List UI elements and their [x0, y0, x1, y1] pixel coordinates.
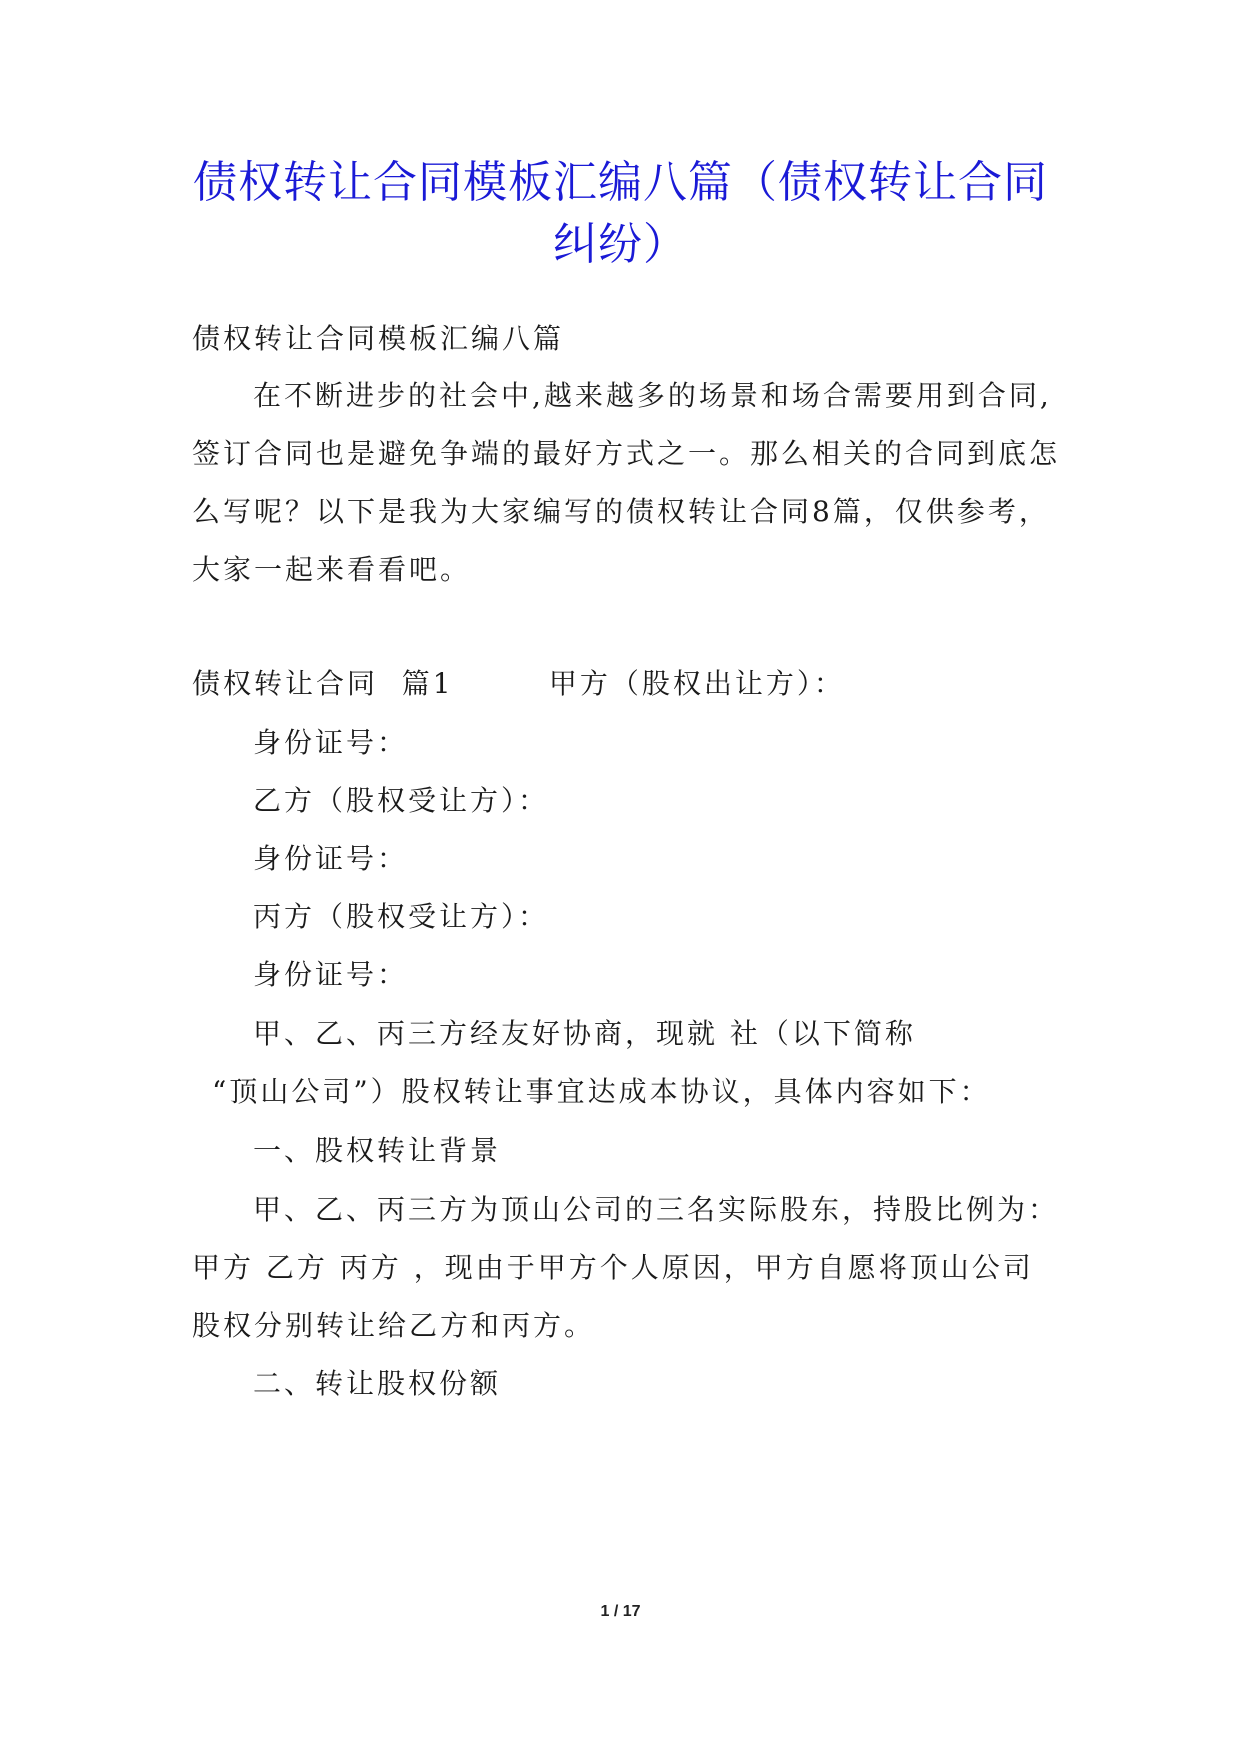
clause-1-line-3: 股权分别转让给乙方和丙方。 — [192, 1309, 596, 1342]
clause-1-line-2: 甲方 乙方 丙方 ，现由于甲方个人原因，甲方自愿将顶山公司 — [192, 1251, 1034, 1284]
clause-2-heading: 二、转让股权份额 — [253, 1367, 502, 1400]
field-party-c: 丙方（股权受让方）： — [253, 900, 550, 933]
page-number: 1 / 17 — [600, 1603, 641, 1620]
agreement-line-1: 甲、乙、丙三方经友好协商，现就 社（以下简称 — [253, 1017, 916, 1050]
intro-line-4: 大家一起来看看吧。 — [192, 553, 472, 586]
intro-line-3: 么写呢？以下是我为大家编写的债权转让合同8篇，仅供参考， — [192, 495, 1050, 528]
document-title — [150, 152, 1091, 276]
intro-line-1: 在不断进步的社会中,越来越多的场景和场合需要用到合同, — [253, 379, 1052, 412]
agreement-line-2: “顶山公司”）股权转让事宜达成本协议，具体内容如下： — [212, 1075, 991, 1108]
field-id-number-b: 身份证号： — [253, 842, 409, 875]
document-subtitle: 债权转让合同模板汇编八篇 — [192, 322, 565, 355]
title-line-2: 纠纷） — [553, 219, 688, 270]
field-party-b: 乙方（股权受让方）： — [253, 784, 550, 817]
title-line-1: 债权转让合同模板汇编八篇（债权转让合同 — [193, 157, 1048, 208]
clause-1-heading: 一、股权转让背景 — [253, 1134, 502, 1167]
section-heading: 债权转让合同 篇1 甲方（股权出让方）： — [192, 667, 845, 700]
intro-line-2: 签订合同也是避免争端的最好方式之一。那么相关的合同到底怎 — [192, 437, 1061, 470]
clause-1-line-1: 甲、乙、丙三方为顶山公司的三名实际股东，持股比例为： — [253, 1193, 1060, 1226]
field-id-number-c: 身份证号： — [253, 958, 409, 991]
field-id-number-a: 身份证号： — [253, 726, 409, 759]
